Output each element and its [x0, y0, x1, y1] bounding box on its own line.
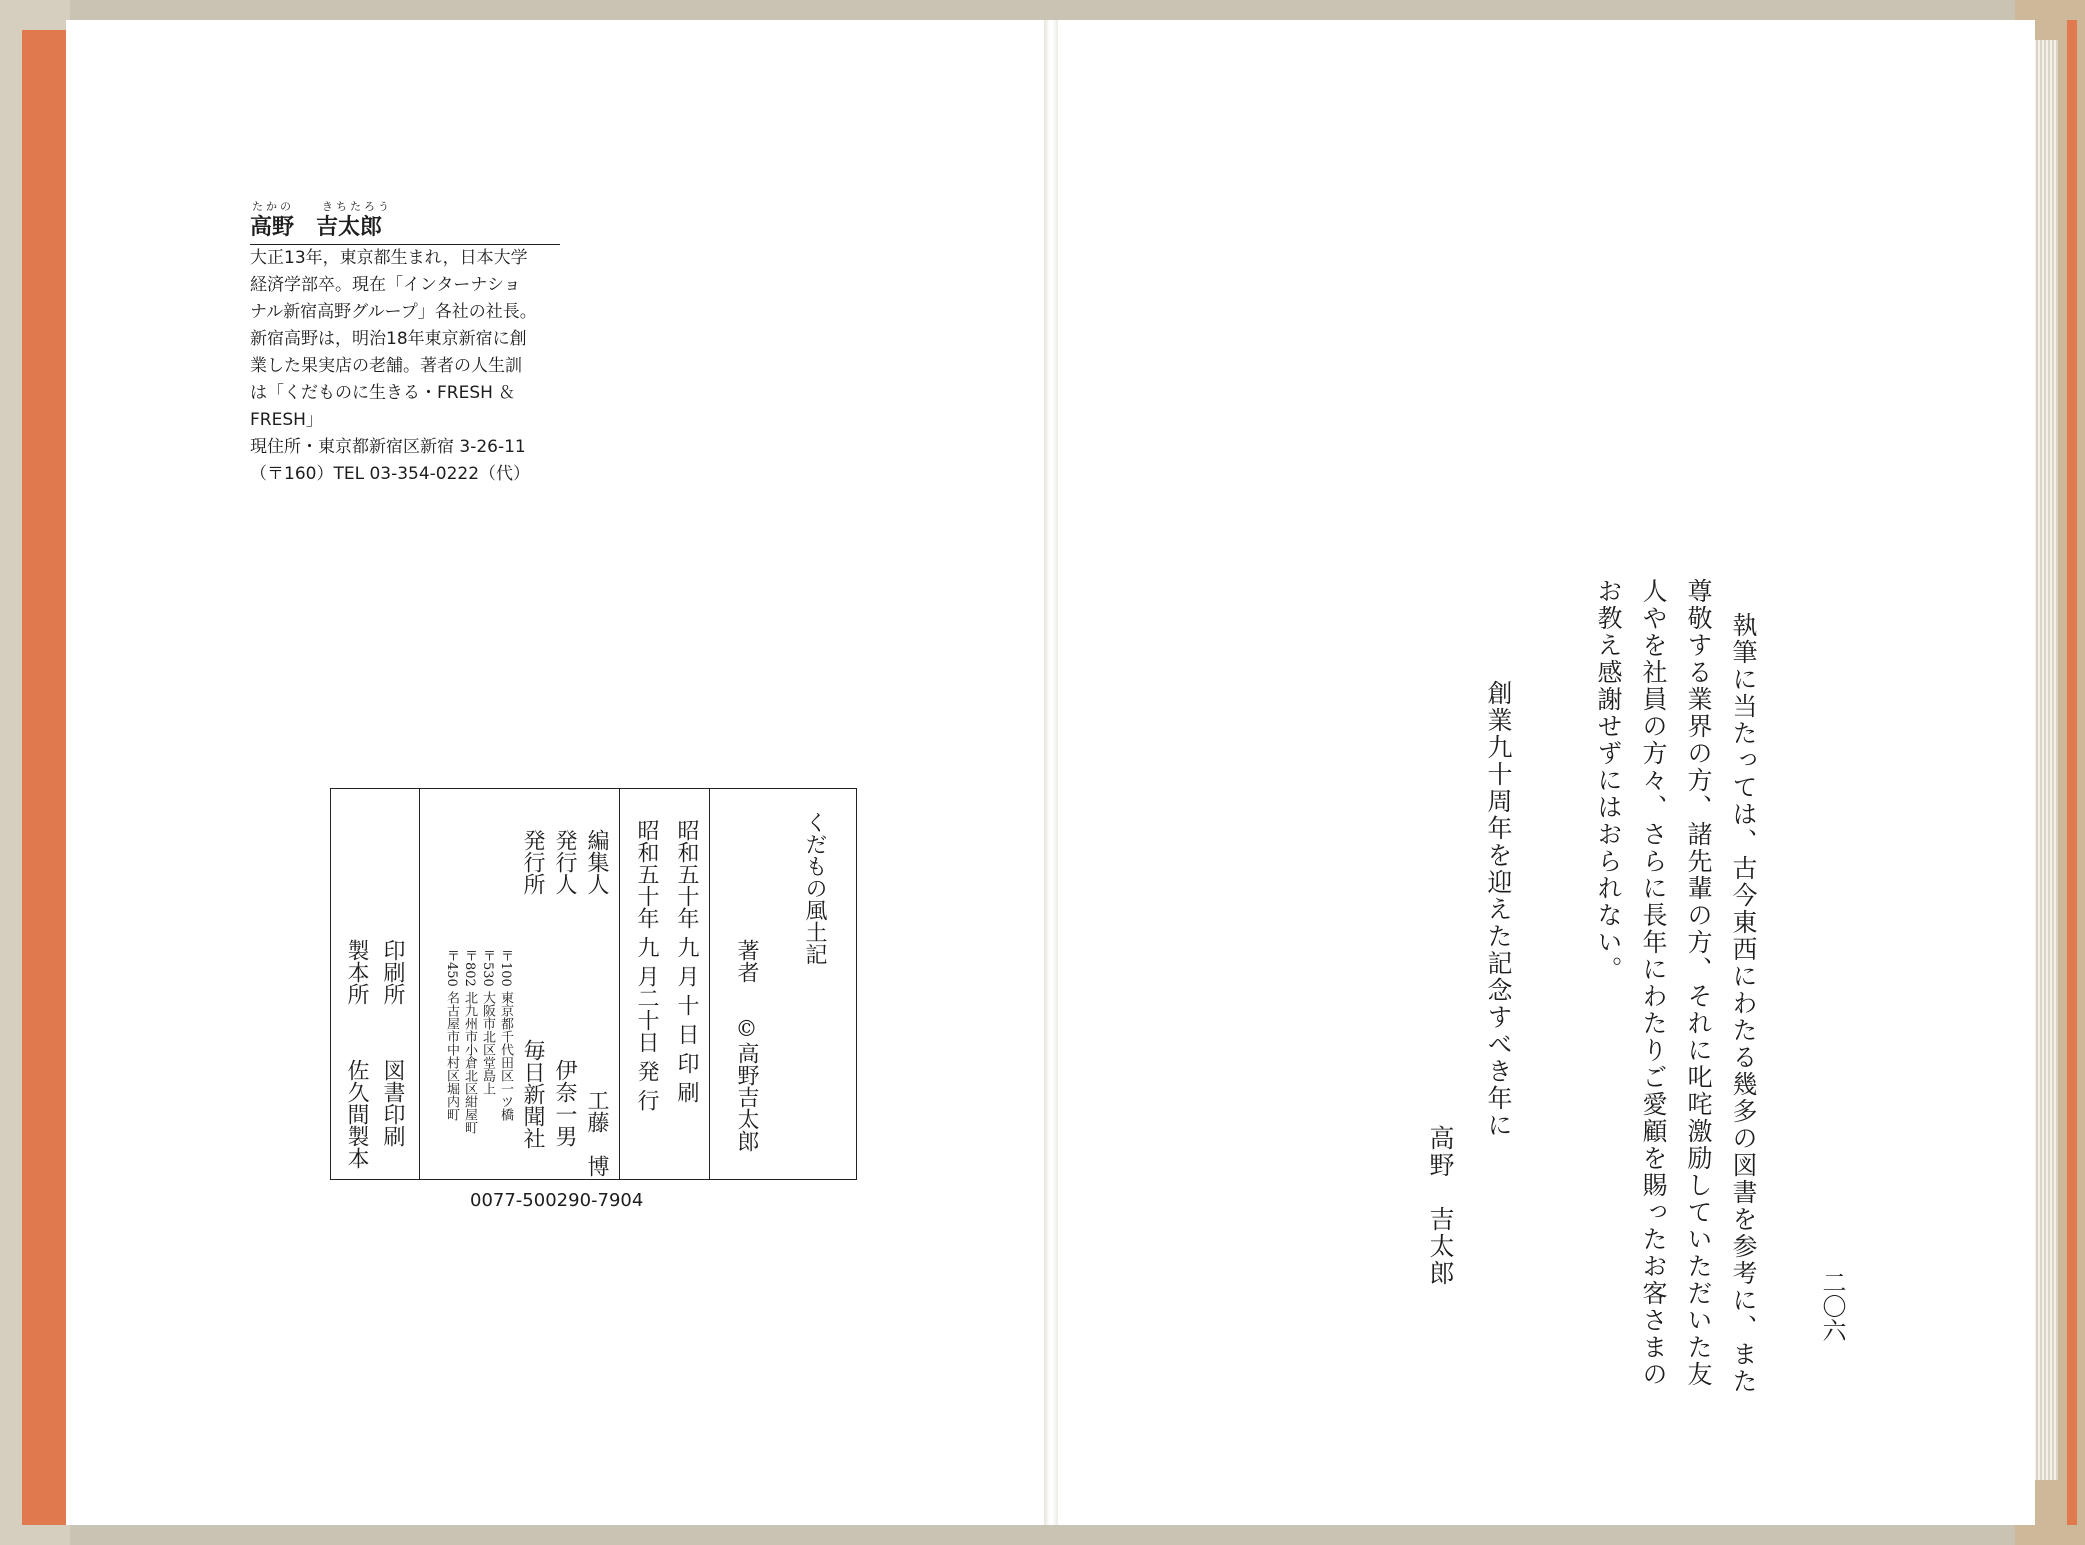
colophon-address: 〒802 北九州市小倉北区紺屋町	[462, 949, 477, 1134]
colophon-divider	[619, 789, 620, 1179]
author-bio	[250, 200, 570, 488]
colophon-code: 0077-500290-7904	[470, 1190, 644, 1211]
colophon-binder: 佐久間製本	[344, 1059, 369, 1169]
colophon-printer-label: 印刷所	[380, 939, 405, 1005]
book-gutter	[1044, 20, 1058, 1525]
bio-line: 大正13年，東京都生まれ，日本大学	[250, 248, 528, 268]
bio-line: は「くだものに生きる・FRESH ＆	[250, 383, 516, 403]
afterword-line: 執筆に当たっては、古今東西にわたる幾多の図書を参考に、また	[1729, 612, 1758, 1395]
author-name: 高野 吉太郎	[250, 214, 560, 245]
cover-right-edge	[2067, 20, 2077, 1525]
afterword-line: お教え感謝せずにはおられない。	[1594, 578, 1623, 983]
bio-line: ナル新宿高野グループ」各社の社長。	[250, 302, 537, 322]
bio-address: 現住所・東京都新宿区新宿 3-26-11	[250, 437, 526, 457]
bio-phone: （〒160）TEL 03-354-0222（代）	[250, 464, 531, 484]
colophon-divider	[709, 789, 710, 1179]
bio-line: 新宿高野は，明治18年東京新宿に創	[250, 329, 527, 349]
colophon-author: ©高野吉太郎	[734, 1017, 759, 1152]
colophon-author-label: 著者	[734, 939, 759, 983]
afterword-dedication: 創業九十周年を迎えた記念すべき年に	[1484, 680, 1513, 1139]
bio-line: FRESH」	[250, 410, 323, 430]
colophon-address: 〒100 東京都千代田区一ツ橋	[498, 949, 513, 1121]
colophon-address: 〒450 名古屋市中村区堀内町	[444, 949, 459, 1121]
afterword-line: 人やを社員の方々、さらに長年にわたりご愛顧を賜ったお客さまの	[1639, 578, 1668, 1388]
colophon-divider	[419, 789, 420, 1179]
page-number: 二〇六	[1818, 1270, 1846, 1342]
colophon-binder-label: 製本所	[344, 939, 369, 1005]
bio-line: 経済学部卒。現在「インターナショ	[250, 275, 521, 295]
colophon-box	[330, 788, 857, 1180]
colophon-publisher-label: 発行所	[520, 829, 545, 895]
colophon-print-date: 昭和五十年 九 月 十 日 印 刷	[674, 819, 699, 1103]
colophon-printer: 図書印刷	[380, 1059, 405, 1147]
colophon-editor-label: 編集人	[584, 829, 609, 895]
colophon-publisher: 毎日新聞社	[520, 1039, 545, 1149]
colophon-editor: 工藤 博	[584, 1089, 609, 1177]
afterword-line: 尊敬する業界の方、諸先輩の方、それに叱咤激励していただいた友	[1684, 578, 1713, 1388]
bio-line: 業した果実店の老舗。著者の人生訓	[250, 356, 522, 376]
colophon-issue-date: 昭和五十年 九 月二十日 発 行	[634, 819, 659, 1111]
right-page	[1050, 20, 2035, 1525]
colophon-address: 〒530 大阪市北区堂島上	[480, 949, 495, 1095]
cover-orange-edge	[22, 30, 70, 1525]
colophon-issuer: 伊奈一男	[552, 1059, 577, 1147]
colophon-title: くだもの風土記	[802, 811, 827, 965]
afterword-signature: 高野 吉太郎	[1426, 1125, 1455, 1287]
author-name-ruby: たかの きちたろう	[252, 200, 392, 213]
colophon-issuer-label: 発行人	[552, 829, 577, 895]
